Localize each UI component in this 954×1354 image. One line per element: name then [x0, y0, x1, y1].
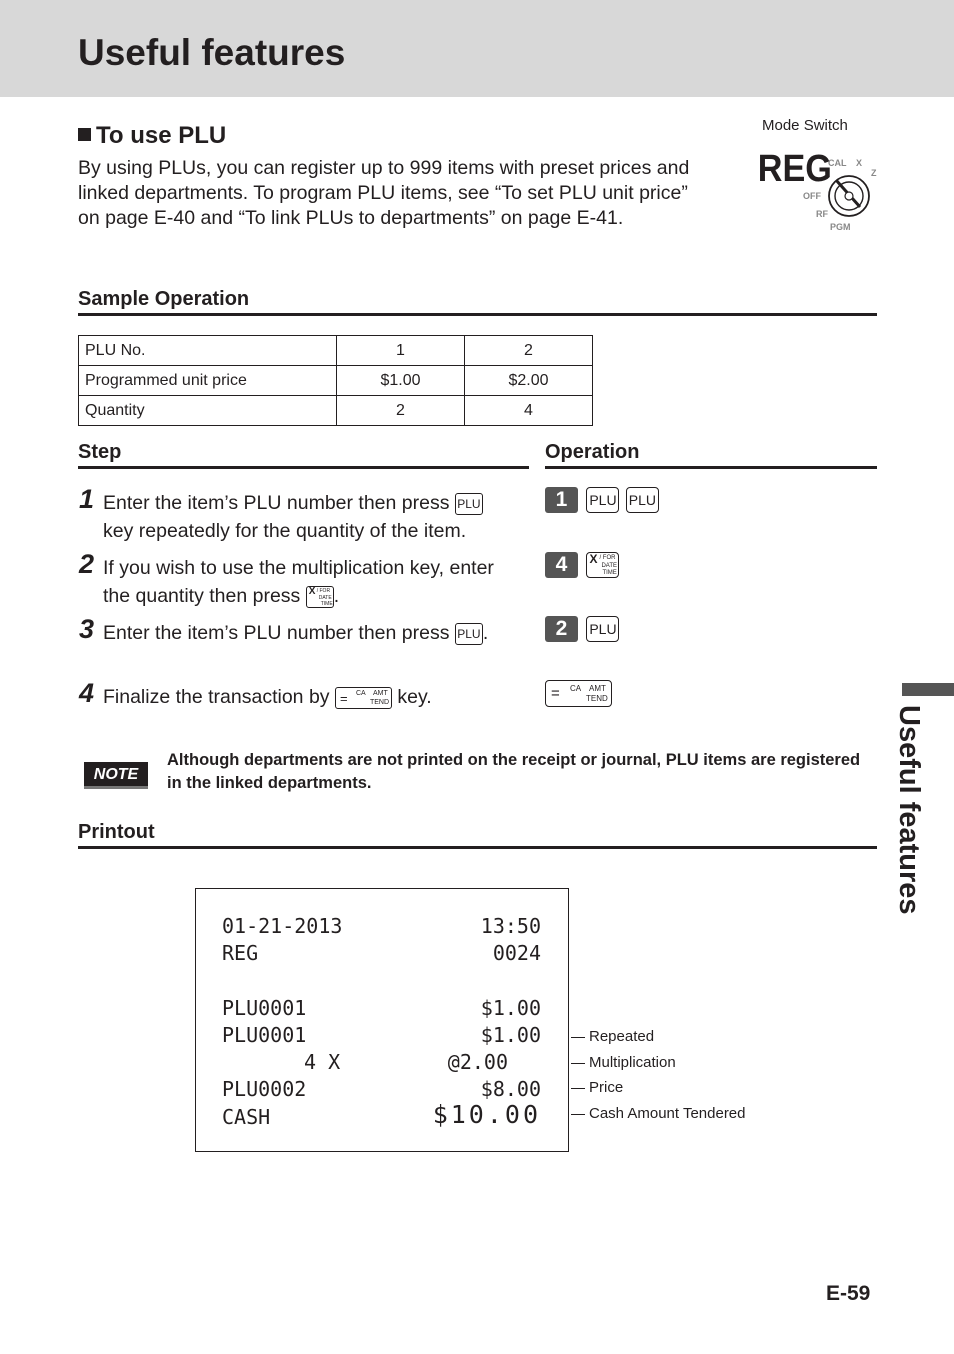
- receipt-unit-price: @2.00: [447, 1050, 508, 1074]
- printout-rule: [78, 846, 877, 849]
- legend-repeated: Repeated: [589, 1028, 655, 1045]
- table-cell-label: Programmed unit price: [79, 366, 337, 396]
- legend-leader: [571, 1114, 585, 1115]
- table-cell-value: $1.00: [337, 366, 465, 396]
- step-4-text: [103, 683, 533, 711]
- legend-leader: [571, 1088, 585, 1089]
- plu-key-icon: PLU: [455, 623, 483, 645]
- cash-key-eq: =: [551, 685, 560, 702]
- table-cell-value: 2: [465, 336, 593, 366]
- cash-key-amt: AMT: [589, 684, 606, 693]
- step-3-line1: Enter the item’s PLU number then press: [103, 622, 450, 644]
- cash-key-tend: TEND: [369, 698, 390, 706]
- mode-switch-pgm: PGM: [830, 222, 851, 232]
- step-3-end: .: [482, 622, 489, 644]
- sample-table: [78, 335, 593, 426]
- step-number: 4: [79, 678, 95, 708]
- step-1-text: [103, 489, 533, 545]
- mode-switch-dial-icon: [756, 145, 881, 237]
- table-cell-label: Quantity: [79, 396, 337, 426]
- step-rule: [78, 466, 529, 469]
- mode-switch-rf: RF: [816, 209, 828, 219]
- mult-key-for: / FOR: [316, 587, 331, 594]
- step-2-line1: If you wish to use the multiplication key, enter: [103, 557, 494, 579]
- receipt: [195, 888, 569, 1152]
- receipt-mode: REG: [222, 941, 259, 965]
- sample-operation-rule: [78, 313, 877, 316]
- table-row: [79, 366, 593, 396]
- mode-switch-off: OFF: [803, 191, 821, 201]
- mode-switch-reg: REG: [757, 146, 832, 190]
- table-cell-label: PLU No.: [79, 336, 337, 366]
- operation-heading: Operation: [545, 441, 640, 463]
- cash-key-tend: TEND: [586, 694, 608, 703]
- step-3-text: [103, 619, 533, 647]
- plu-key-icon: PLU: [626, 487, 659, 513]
- operation-3: [545, 616, 619, 642]
- mult-key-time: TIME: [320, 600, 333, 607]
- step-heading: Step: [78, 441, 122, 463]
- multiplication-key-icon: [586, 552, 619, 578]
- cash-key-icon: [545, 680, 612, 707]
- note-badge: NOTE: [84, 762, 148, 788]
- mult-key-x: X: [308, 585, 316, 597]
- step-number: 3: [79, 614, 95, 644]
- plu-key-icon: PLU: [586, 616, 619, 642]
- mode-switch-label: Mode Switch: [762, 117, 848, 134]
- plu-key-icon: PLU: [586, 487, 619, 513]
- receipt-cash-label: CASH: [222, 1105, 271, 1129]
- step-2-end: .: [333, 585, 340, 607]
- cash-key-eq: =: [339, 690, 348, 706]
- legend-price: Price: [589, 1079, 624, 1096]
- table-row: [79, 396, 593, 426]
- square-bullet-icon: [78, 128, 91, 141]
- receipt-quantity: 4 X: [304, 1050, 341, 1074]
- receipt-time: 13:50: [480, 914, 541, 938]
- numeric-key-icon: 4: [545, 552, 578, 578]
- numeric-key-icon: 2: [545, 616, 578, 642]
- mode-switch-x: X: [856, 158, 863, 168]
- step-4-end: key.: [397, 686, 432, 708]
- mode-switch-cal: CAL: [828, 158, 847, 168]
- mult-key-date: DATE: [601, 563, 618, 569]
- receipt-date: 01-21-2013: [222, 914, 343, 938]
- step-2-text: [103, 554, 533, 610]
- table-cell-value: 1: [337, 336, 465, 366]
- page-number: E-59: [826, 1282, 871, 1305]
- step-number: 2: [79, 549, 95, 579]
- receipt-amount: $8.00: [480, 1077, 541, 1101]
- cash-key-icon: [335, 687, 392, 709]
- receipt-amount: $1.00: [480, 996, 541, 1020]
- table-row: [79, 336, 593, 366]
- receipt-item: PLU0001: [222, 996, 307, 1020]
- numeric-key-icon: 1: [545, 487, 578, 513]
- note-text: Although departments are not printed on the receipt or journal, PLU items are registered in the linked departments.: [167, 751, 861, 792]
- step-number: 1: [79, 484, 95, 514]
- cash-key-ca: CA: [570, 684, 582, 693]
- legend-multiplication: Multiplication: [589, 1054, 676, 1071]
- step-2-line2: the quantity then press: [103, 585, 301, 607]
- intro-paragraph: By using PLUs, you can register up to 999 items with preset prices and linked departments. To program PLU items, see “To set PLU unit price” on page E-40 and “To link PLUs to departments” on page E-41.: [78, 157, 690, 229]
- step-4-line1: Finalize the transaction by: [103, 686, 330, 708]
- table-cell-value: 2: [337, 396, 465, 426]
- operation-rule: [545, 466, 877, 469]
- table-cell-value: 4: [465, 396, 593, 426]
- receipt-amount: $1.00: [480, 1023, 541, 1047]
- legend-cash-amount-tendered: Cash Amount Tendered: [589, 1105, 746, 1122]
- side-tab-bar: [902, 683, 954, 696]
- multiplication-key-icon: [306, 586, 334, 608]
- sample-operation-heading: Sample Operation: [78, 288, 250, 310]
- section-title: [78, 122, 226, 150]
- table-cell-value: $2.00: [465, 366, 593, 396]
- operation-4: [545, 680, 612, 707]
- receipt-cash-total: $10.00: [432, 1100, 541, 1129]
- plu-key-icon: PLU: [455, 493, 483, 515]
- operation-1: [545, 487, 659, 513]
- mult-key-time: TIME: [602, 570, 617, 576]
- section-title-text: To use PLU: [96, 122, 227, 149]
- cash-key-ca: CA: [355, 689, 366, 697]
- side-tab-text: Useful features: [893, 705, 925, 915]
- legend-leader: [571, 1037, 585, 1038]
- cash-key-amt: AMT: [372, 689, 388, 697]
- page-title: Useful features: [78, 32, 346, 73]
- receipt-item: PLU0002: [222, 1077, 307, 1101]
- printout-heading: Printout: [78, 821, 155, 843]
- mult-key-date: DATE: [318, 594, 332, 601]
- mult-key-x: X: [589, 552, 598, 566]
- receipt-item: PLU0001: [222, 1023, 307, 1047]
- step-1-line1: Enter the item’s PLU number then press: [103, 492, 450, 514]
- operation-2: [545, 552, 619, 578]
- step-1-line2: key repeatedly for the quantity of the item.: [103, 520, 467, 542]
- legend-leader: [571, 1063, 585, 1064]
- mult-key-for: / FOR: [599, 555, 616, 561]
- receipt-number: 0024: [492, 941, 541, 965]
- mode-switch-z: Z: [871, 168, 877, 178]
